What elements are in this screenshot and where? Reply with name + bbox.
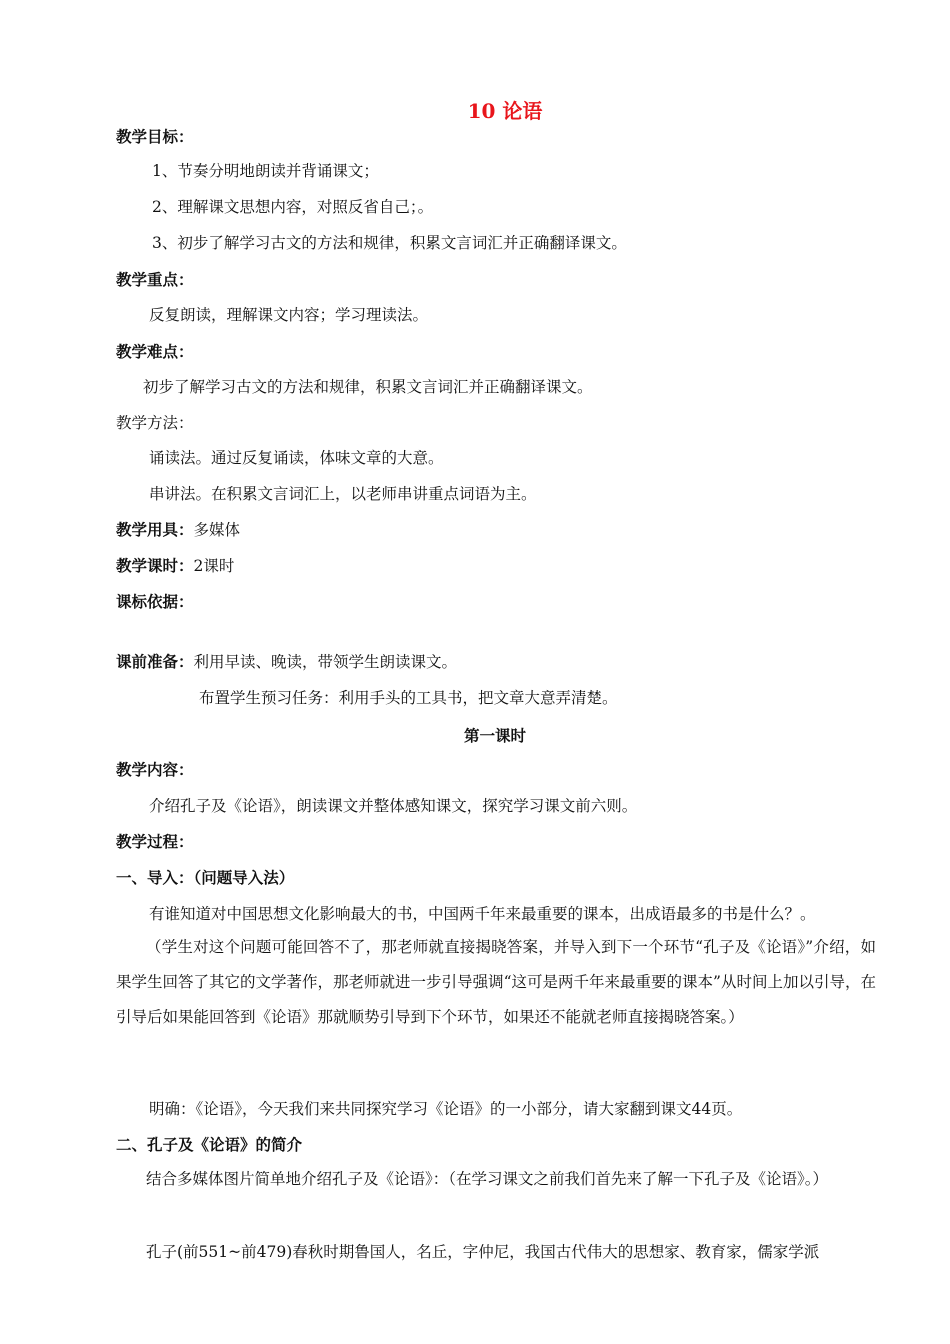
section1-clarify: 明确：《论语》，今天我们来共同探究学习《论语》的一小部分，请大家翻到课文44页。 [149,1100,743,1118]
section1-heading: 一、导入：（问题导入法） [116,868,295,887]
lesson1-heading: 第一课时 [463,726,526,745]
method-item-2: 串讲法。在积累文言词汇上，以老师串讲重点词语为主。 [149,485,537,503]
objective-item-3: 3、初步了解学习古文的方法和规律，积累文言词汇并正确翻译课文。 [152,234,627,252]
key-points-heading: 教学重点： [116,270,194,289]
method-item-1: 诵读法。通过反复诵读，体味文章的大意。 [149,449,444,467]
standard-label: 课标依据： [116,592,194,611]
objective-item-1: 1、节奏分明地朗读并背诵课文； [152,162,379,180]
prep-label: 课前准备： [116,652,194,671]
difficulties-heading: 教学难点： [116,342,194,361]
prep-row [116,652,457,672]
prep-value: 利用早读、晚读，带领学生朗读课文。 [193,653,458,671]
document-title: 10 论语 [467,99,543,123]
key-points-text: 反复朗读，理解课文内容；学习理读法。 [149,306,429,324]
lesson1-content-heading: 教学内容： [116,760,194,779]
difficulties-text: 初步了解学习古文的方法和规律，积累文言词汇并正确翻译课文。 [143,378,593,396]
hours-label: 教学课时： [116,556,194,575]
section2-confucius: 孔子(前551~前479)春秋时期鲁国人，名丘，字仲尼，我国古代伟大的思想家、教育家，儒家学派 [146,1243,820,1261]
lesson1-process-heading: 教学过程： [116,832,194,851]
lesson1-content: 介绍孔子及《论语》，朗读课文并整体感知课文，探究学习课文前六则。 [149,797,638,815]
tools-row [116,520,240,540]
section1-question: 有谁知道对中国思想文化影响最大的书，中国两千年来最重要的课本，出成语最多的书是什么？。 [149,905,816,923]
prep-line-2: 布置学生预习任务：利用手头的工具书，把文章大意弄清楚。 [199,689,618,707]
tools-value: 多媒体 [193,521,241,539]
hours-row [116,556,234,576]
methods-heading: 教学方法： [116,414,194,432]
objectives-heading: 教学目标： [116,127,194,146]
tools-label: 教学用具： [116,520,194,539]
objective-item-2: 2、理解课文思想内容，对照反省自己；。 [152,198,434,216]
section1-explain: （学生对这个问题可能回答不了，那老师就直接揭晓答案，并导入到下一个环节“孔子及《论语》”介绍，如果学生回答了其它的文学著作，那老师就进一步引导强调“这可是两千年来最重要的课本”从时间上加以引导，在引导后如果能回答到《论语》那就顺势引导到下个环节，如果还不能就老师直接揭晓答案。） [116,938,876,1026]
section2-heading: 二、孔子及《论语》的简介 [116,1135,303,1154]
hours-value: 2课时 [193,557,235,575]
section2-intro: 结合多媒体图片简单地介绍孔子及《论语》：（在学习课文之前我们首先来了解一下孔子及《论语》。） [146,1170,829,1188]
